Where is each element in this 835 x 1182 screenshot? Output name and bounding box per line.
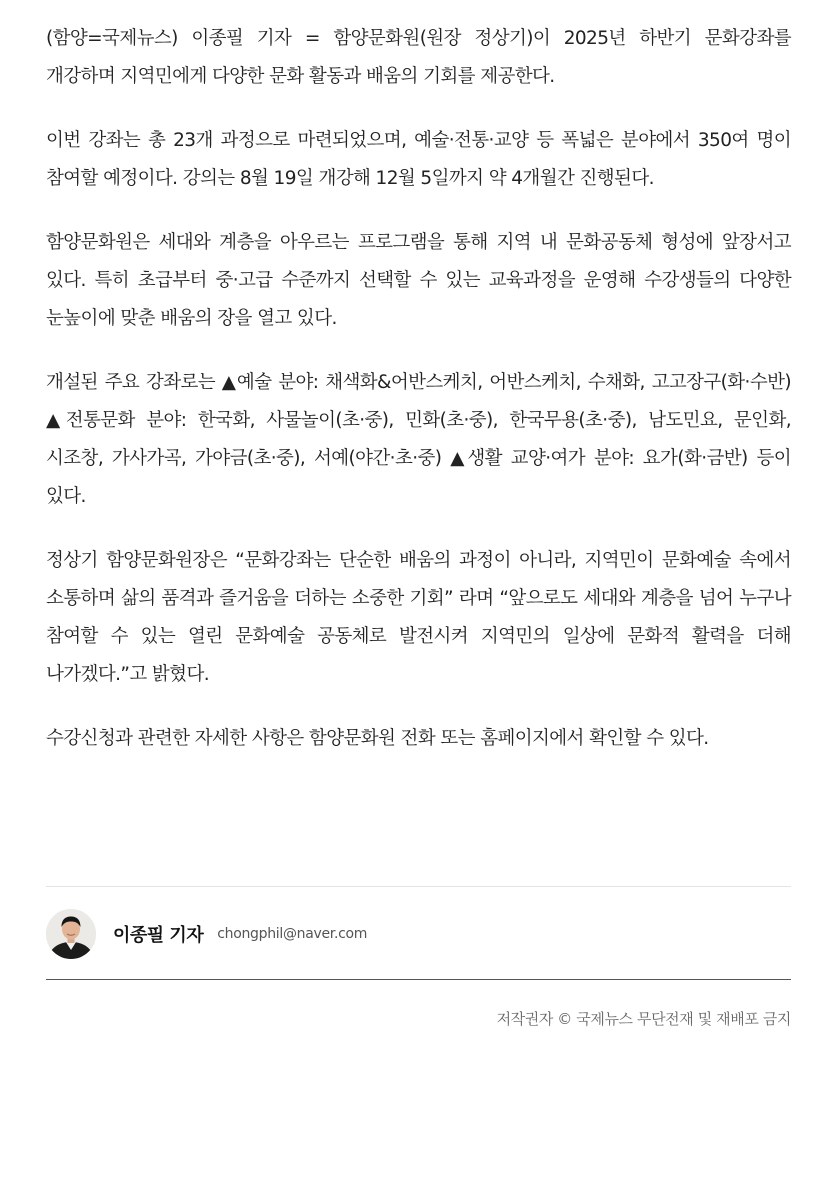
byline-top-divider — [46, 886, 791, 887]
article-paragraph: 수강신청과 관련한 자세한 사항은 함양문화원 전화 또는 홈페이지에서 확인할 수 있다. — [46, 728, 709, 749]
copyright-notice: 저작권자 © 국제뉴스 무단전재 및 재배포 금지 — [496, 1010, 791, 1028]
article-body — [46, 20, 791, 784]
reporter-photo-icon — [46, 909, 96, 959]
article-paragraph: 이번 강좌는 총 23개 과정으로 마련되었으며, 예술·전통·교양 등 폭넓은 분야에서 350여 명이 참여할 예정이다. 강의는 8월 19일 개강해 12월 5일까지 약 4개월간 진행된다. — [46, 130, 791, 189]
footer-divider — [46, 979, 791, 980]
article-paragraph: 정상기 함양문화원장은 “문화강좌는 단순한 배움의 과정이 아니라, 지역민이 문화예술 속에서 소통하며 삶의 품격과 즐거움을 더하는 소중한 기회” 라며 “앞으로도 세대와 계층을 넘어 누구나 참여할 수 있는 열린 문화예술 공동체로 발전시켜 지역민의 일상에 문화적 활력을 더해 나가겠다.”고 밝혔다. — [46, 550, 791, 685]
reporter-name[interactable]: 이종필 기자 — [113, 925, 204, 946]
article-paragraph: 함양문화원은 세대와 계층을 아우르는 프로그램을 통해 지역 내 문화공동체 형성에 앞장서고 있다. 특히 초급부터 중·고급 수준까지 선택할 수 있는 교육과정을 운영해 수강생들의 다양한 눈높이에 맞춘 배움의 장을 열고 있다. — [46, 232, 791, 329]
article-paragraph: 개설된 주요 강좌로는 ▲예술 분야: 채색화&어반스케치, 어반스케치, 수채화, 고고장구(화·수반) ▲전통문화 분야: 한국화, 사물놀이(초·중), 민화(초·중), 한국무용(초·중), 남도민요, 문인화, 시조창, 가사가곡, 가야금(초·중), 서예(야간·초·중) ▲생활 교양·여가 분야: 요가(화·금반) 등이 있다. — [46, 372, 791, 507]
reporter-avatar[interactable] — [46, 909, 96, 959]
reporter-email[interactable]: chongphil@naver.com — [217, 926, 368, 942]
reporter-byline — [46, 908, 367, 960]
article-paragraph-lead: (함양=국제뉴스) 이종필 기자 = 함양문화원(원장 정상기)이 2025년 하반기 문화강좌를 개강하며 지역민에게 다양한 문화 활동과 배움의 기회를 제공한다. — [46, 28, 791, 87]
